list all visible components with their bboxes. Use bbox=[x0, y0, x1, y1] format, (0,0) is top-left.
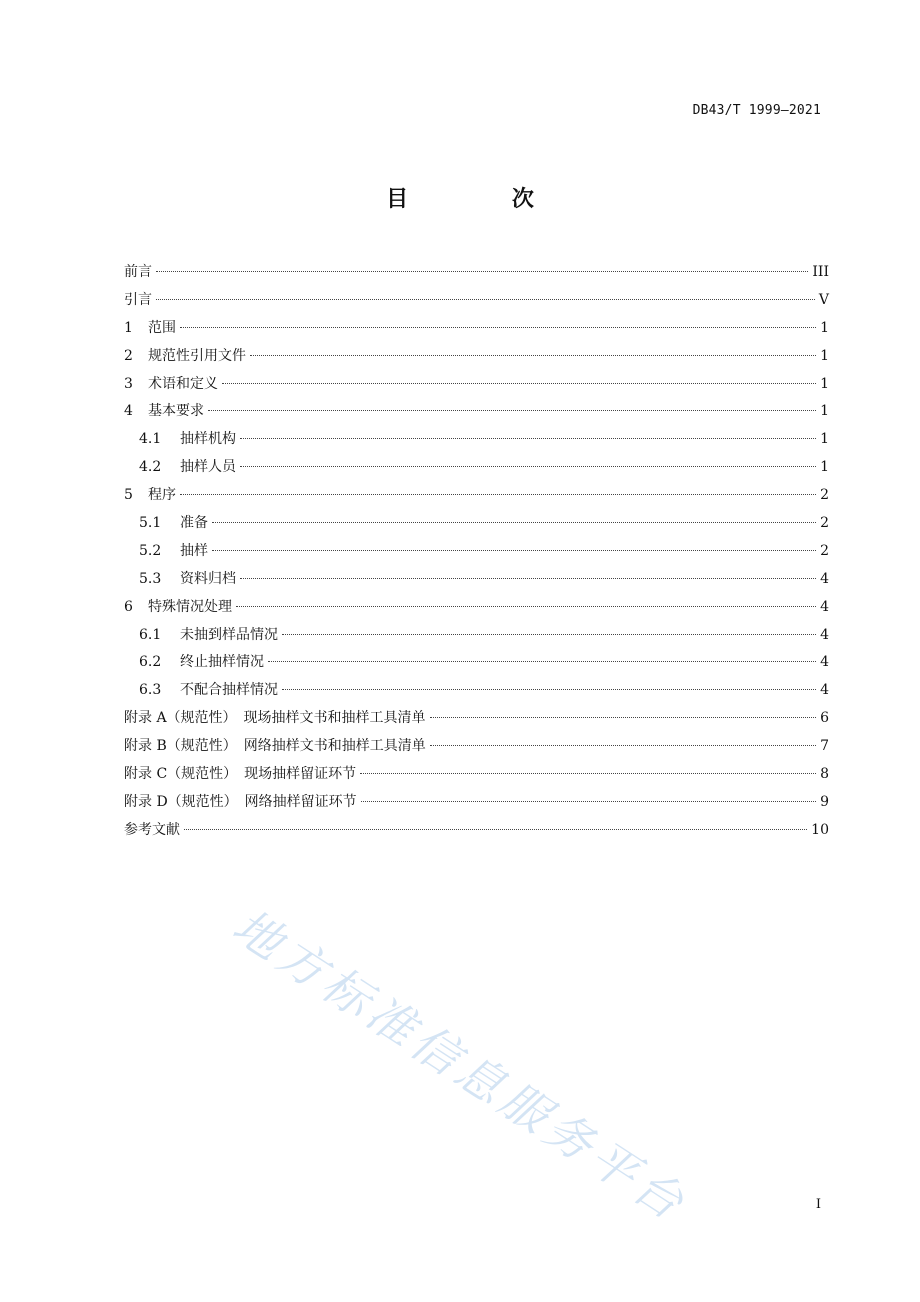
toc-entry-page: 1 bbox=[820, 347, 829, 364]
toc-entry[interactable] bbox=[124, 343, 829, 371]
dot-leader bbox=[360, 773, 816, 774]
toc-entry[interactable] bbox=[124, 538, 829, 566]
dot-leader bbox=[430, 745, 816, 746]
toc-entry-page: 2 bbox=[820, 515, 829, 532]
toc-entry-number: 6.1 bbox=[139, 626, 162, 643]
toc-entry-page: 6 bbox=[820, 710, 829, 727]
toc-entry-page: V bbox=[818, 291, 829, 308]
toc-entry-label: 终止抽样情况 bbox=[180, 654, 264, 671]
toc-entry-number: 1 bbox=[124, 319, 133, 336]
dot-leader bbox=[222, 383, 816, 384]
toc-entry-number: 6.2 bbox=[139, 654, 162, 671]
document-code: DB43/T 1999—2021 bbox=[692, 103, 821, 118]
toc-entry-label: 术语和定义 bbox=[148, 375, 218, 392]
toc-entry-page: 4 bbox=[820, 570, 829, 587]
dot-leader bbox=[361, 801, 816, 802]
toc-entry-page: 1 bbox=[820, 403, 829, 420]
toc-entry-number: 4 bbox=[124, 403, 133, 420]
toc-entry-page: 7 bbox=[820, 738, 829, 755]
toc-entry-label: 特殊情况处理 bbox=[148, 598, 232, 615]
dot-leader bbox=[282, 689, 816, 690]
dot-leader bbox=[208, 410, 816, 411]
dot-leader bbox=[430, 717, 817, 718]
toc-entry[interactable] bbox=[124, 817, 829, 845]
toc-entry-number: 5 bbox=[124, 487, 133, 504]
toc-entry-page: 10 bbox=[811, 821, 829, 838]
dot-leader bbox=[180, 327, 816, 328]
toc-entry[interactable] bbox=[124, 454, 829, 482]
toc-entry-label: 抽样人员 bbox=[180, 459, 236, 476]
toc-entry[interactable] bbox=[124, 789, 829, 817]
toc-entry-page: 4 bbox=[820, 598, 829, 615]
toc-entry-page: 1 bbox=[820, 375, 829, 392]
toc-entry-label: 抽样 bbox=[180, 542, 208, 559]
toc-entry-label: 附录 B（规范性） 网络抽样文书和抽样工具清单 bbox=[124, 738, 426, 755]
toc-entry[interactable] bbox=[124, 398, 829, 426]
dot-leader bbox=[156, 299, 815, 300]
toc-entry[interactable] bbox=[124, 482, 829, 510]
toc-entry-page: III bbox=[812, 264, 829, 280]
toc-entry-number: 6 bbox=[124, 598, 133, 615]
dot-leader bbox=[240, 438, 816, 439]
toc-entry-label: 基本要求 bbox=[148, 403, 204, 420]
toc-entry[interactable] bbox=[124, 761, 829, 789]
toc-entry-page: 1 bbox=[820, 319, 829, 336]
toc-entry[interactable] bbox=[124, 566, 829, 594]
toc-entry[interactable] bbox=[124, 649, 829, 677]
toc-entry-label: 附录 A（规范性） 现场抽样文书和抽样工具清单 bbox=[124, 710, 426, 727]
toc-entry-label: 前言 bbox=[124, 264, 152, 280]
toc-entry-label: 规范性引用文件 bbox=[148, 347, 246, 364]
toc-title: 目 次 bbox=[386, 187, 582, 212]
toc-entry[interactable] bbox=[124, 371, 829, 399]
toc-entry-label: 附录 C（规范性） 现场抽样留证环节 bbox=[124, 766, 357, 783]
dot-leader bbox=[156, 271, 808, 272]
dot-leader bbox=[268, 661, 816, 662]
toc-entry-number: 4.2 bbox=[139, 459, 162, 476]
toc-entry-label: 未抽到样品情况 bbox=[180, 626, 278, 643]
toc-entry[interactable] bbox=[124, 259, 829, 287]
toc-entry-label: 抽样机构 bbox=[180, 431, 236, 448]
toc-entry-number: 5.3 bbox=[139, 570, 162, 587]
toc-entry[interactable] bbox=[124, 315, 829, 343]
toc-entry-page: 2 bbox=[820, 542, 829, 559]
toc-entry-label: 不配合抽样情况 bbox=[180, 682, 278, 699]
dot-leader bbox=[180, 494, 816, 495]
toc-entry-label: 范围 bbox=[148, 319, 176, 336]
toc-entry-page: 4 bbox=[820, 682, 829, 699]
dot-leader bbox=[212, 550, 816, 551]
toc-entry-page: 8 bbox=[820, 766, 829, 783]
toc-entry-number: 2 bbox=[124, 347, 133, 364]
toc-entry-page: 2 bbox=[820, 487, 829, 504]
toc-entry[interactable] bbox=[124, 426, 829, 454]
toc-entry[interactable] bbox=[124, 733, 829, 761]
toc-entry[interactable] bbox=[124, 287, 829, 315]
toc-entry-label: 参考文献 bbox=[124, 821, 180, 838]
toc-entry-number: 6.3 bbox=[139, 682, 162, 699]
toc-entry-number: 5.2 bbox=[139, 542, 162, 559]
dot-leader bbox=[240, 466, 816, 467]
toc-entry[interactable] bbox=[124, 622, 829, 650]
toc-entry-label: 附录 D（规范性） 网络抽样留证环节 bbox=[124, 793, 357, 810]
toc-entry[interactable] bbox=[124, 510, 829, 538]
table-of-contents bbox=[124, 259, 829, 845]
dot-leader bbox=[282, 634, 816, 635]
toc-entry-label: 引言 bbox=[124, 291, 152, 308]
toc-entry[interactable] bbox=[124, 594, 829, 622]
toc-entry[interactable] bbox=[124, 705, 829, 733]
toc-entry-number: 3 bbox=[124, 375, 133, 392]
toc-entry-label: 程序 bbox=[148, 487, 176, 504]
watermark: 地方标准信息服务平台 bbox=[222, 898, 698, 1234]
toc-entry-label: 准备 bbox=[180, 515, 208, 532]
toc-entry[interactable] bbox=[124, 677, 829, 705]
dot-leader bbox=[184, 829, 807, 830]
dot-leader bbox=[240, 578, 816, 579]
toc-entry-page: 1 bbox=[820, 431, 829, 448]
dot-leader bbox=[236, 606, 816, 607]
toc-entry-page: 1 bbox=[820, 459, 829, 476]
dot-leader bbox=[250, 355, 816, 356]
toc-entry-label: 资料归档 bbox=[180, 570, 236, 587]
toc-entry-number: 4.1 bbox=[139, 431, 162, 448]
toc-entry-page: 9 bbox=[820, 793, 829, 810]
dot-leader bbox=[212, 522, 816, 523]
toc-entry-page: 4 bbox=[820, 654, 829, 671]
page-number: I bbox=[815, 1197, 821, 1212]
toc-entry-page: 4 bbox=[820, 626, 829, 643]
toc-entry-number: 5.1 bbox=[139, 515, 162, 532]
